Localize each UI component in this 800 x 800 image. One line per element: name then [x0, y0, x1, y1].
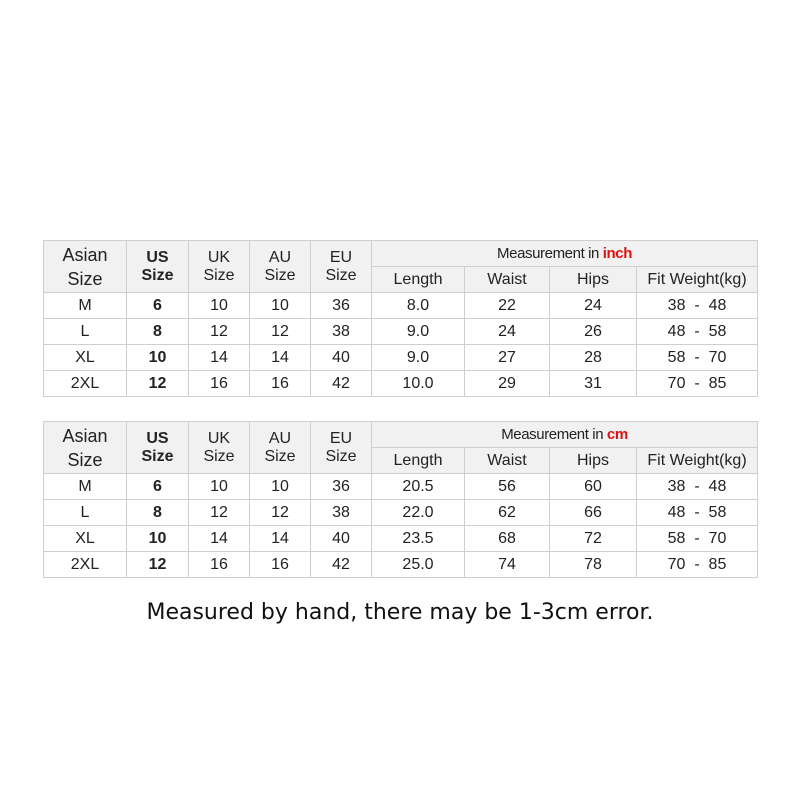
table-cell: 10 — [189, 293, 250, 319]
table-cell: 12 — [189, 500, 250, 526]
table-cell: 8.0 — [372, 293, 465, 319]
table-cell: 22.0 — [372, 500, 465, 526]
table-cell: 14 — [189, 345, 250, 371]
table-cell: 10 — [250, 293, 311, 319]
table-cell: 10 — [127, 526, 189, 552]
header-row — [44, 241, 758, 267]
table-row — [44, 371, 758, 397]
table-cell: 70 - 85 — [637, 552, 758, 578]
table-cell: 14 — [250, 526, 311, 552]
header-length: Length — [372, 267, 465, 293]
table-cell: 8 — [127, 319, 189, 345]
header-eu: EU Size — [311, 241, 372, 293]
table-cell: 36 — [311, 293, 372, 319]
header-us: US Size — [127, 422, 189, 474]
table-cell: 60 — [550, 474, 637, 500]
table-cell: 58 - 70 — [637, 526, 758, 552]
header-us: US Size — [127, 241, 189, 293]
table-cell: 10 — [127, 345, 189, 371]
table-cell: 12 — [127, 552, 189, 578]
header-waist: Waist — [465, 267, 550, 293]
table-cell: 38 — [311, 319, 372, 345]
table-cell: 14 — [250, 345, 311, 371]
header-waist: Waist — [465, 448, 550, 474]
table-cell: 12 — [127, 371, 189, 397]
table-cell: 62 — [465, 500, 550, 526]
table-cell: 25.0 — [372, 552, 465, 578]
measurement-unit: inch — [602, 244, 633, 262]
table-cell: 42 — [311, 552, 372, 578]
table-row — [44, 345, 758, 371]
table-cell: 38 — [311, 500, 372, 526]
table-cell: M — [44, 293, 127, 319]
measurement-note: Measured by hand, there may be 1-3cm error. — [146, 600, 654, 625]
table-cell: 6 — [127, 474, 189, 500]
table-cell: 10.0 — [372, 371, 465, 397]
header-fit-weight-kg-: Fit Weight(kg) — [637, 448, 758, 474]
measurement-unit: cm — [606, 425, 628, 443]
table-cell: 26 — [550, 319, 637, 345]
header-length: Length — [372, 448, 465, 474]
table-cell: 29 — [465, 371, 550, 397]
header-fit-weight-kg-: Fit Weight(kg) — [637, 267, 758, 293]
table-cell: 16 — [250, 552, 311, 578]
header-eu: EU Size — [311, 422, 372, 474]
table-cell: 2XL — [44, 552, 127, 578]
header-au: AU Size — [250, 422, 311, 474]
table-cell: 24 — [465, 319, 550, 345]
table-row — [44, 526, 758, 552]
table-cell: 12 — [189, 319, 250, 345]
table-cell: 38 - 48 — [637, 293, 758, 319]
table-cell: 40 — [311, 526, 372, 552]
table-cell: 58 - 70 — [637, 345, 758, 371]
table-cell: 36 — [311, 474, 372, 500]
table-cell: 9.0 — [372, 345, 465, 371]
table-cell: 66 — [550, 500, 637, 526]
table-cell: 9.0 — [372, 319, 465, 345]
table-cell: 70 - 85 — [637, 371, 758, 397]
table-cell: 6 — [127, 293, 189, 319]
table-cell: 56 — [465, 474, 550, 500]
header-asian: Asian Size — [44, 241, 127, 293]
table-row — [44, 474, 758, 500]
table-cell: 68 — [465, 526, 550, 552]
table-cell: 40 — [311, 345, 372, 371]
table-cell: 74 — [465, 552, 550, 578]
table-cell: L — [44, 319, 127, 345]
header-asian: Asian Size — [44, 422, 127, 474]
table-cell: XL — [44, 345, 127, 371]
measurement-header — [372, 241, 758, 267]
table-row — [44, 552, 758, 578]
table-cell: 2XL — [44, 371, 127, 397]
table-cell: 23.5 — [372, 526, 465, 552]
table-cell: 12 — [250, 500, 311, 526]
table-cell: 8 — [127, 500, 189, 526]
header-uk: UK Size — [189, 422, 250, 474]
table-row — [44, 500, 758, 526]
header-uk: UK Size — [189, 241, 250, 293]
table-cell: 16 — [189, 371, 250, 397]
table-cell: 10 — [189, 474, 250, 500]
size-table-inch — [43, 240, 758, 397]
table-cell: 22 — [465, 293, 550, 319]
header-row — [44, 422, 758, 448]
table-cell: 10 — [250, 474, 311, 500]
header-au: AU Size — [250, 241, 311, 293]
size-table-cm — [43, 421, 758, 578]
table-cell: 16 — [189, 552, 250, 578]
table-cell: 14 — [189, 526, 250, 552]
table-cell: 48 - 58 — [637, 319, 758, 345]
table-cell: 31 — [550, 371, 637, 397]
header-hips: Hips — [550, 267, 637, 293]
table-cell: 20.5 — [372, 474, 465, 500]
header-hips: Hips — [550, 448, 637, 474]
table-cell: 42 — [311, 371, 372, 397]
measurement-prefix: Measurement in — [501, 425, 604, 443]
measurement-prefix: Measurement in — [497, 244, 599, 262]
table-cell: 24 — [550, 293, 637, 319]
measurement-header — [372, 422, 758, 448]
table-cell: 48 - 58 — [637, 500, 758, 526]
table-cell: XL — [44, 526, 127, 552]
table-row — [44, 293, 758, 319]
table-cell: 27 — [465, 345, 550, 371]
table-cell: 16 — [250, 371, 311, 397]
table-cell: 28 — [550, 345, 637, 371]
table-cell: M — [44, 474, 127, 500]
table-cell: 38 - 48 — [637, 474, 758, 500]
table-cell: 12 — [250, 319, 311, 345]
table-cell: 72 — [550, 526, 637, 552]
table-row — [44, 319, 758, 345]
table-cell: 78 — [550, 552, 637, 578]
table-cell: L — [44, 500, 127, 526]
